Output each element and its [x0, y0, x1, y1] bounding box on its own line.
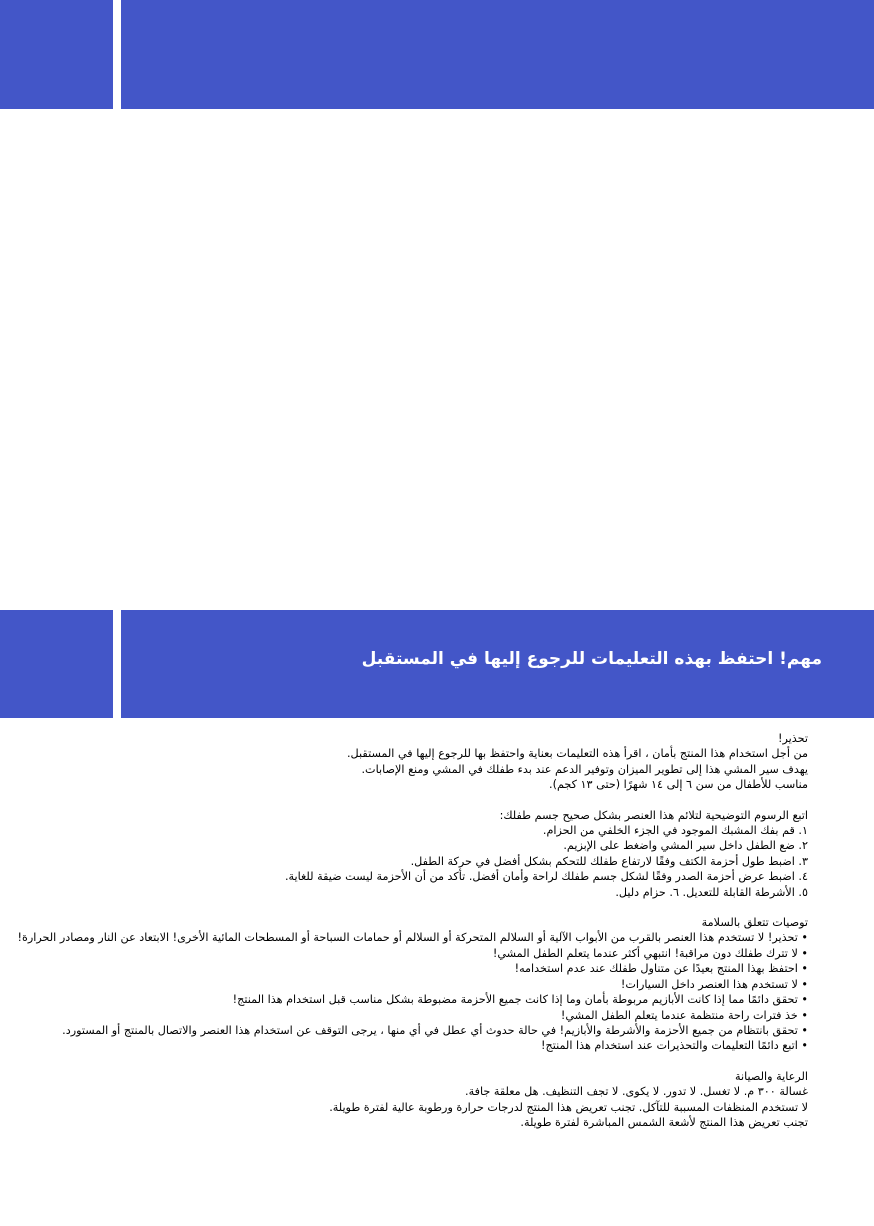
warning-line: مناسب للأطفال من سن ٦ إلى ١٤ شهرًا (حتى ١٣ كجم). — [549, 778, 808, 792]
fitting-heading: اتبع الرسوم التوضيحية لتلائم هذا العنصر بشكل صحيح جسم طفلك: — [499, 808, 808, 822]
fitting-step: ٣. اضبط طول أحزمة الكتف وفقًا لارتفاع طفلك للتحكم بشكل أفضل في حركة الطفل. — [410, 854, 808, 868]
fitting-step: ٤. اضبط عرض أحزمة الصدر وفقًا لشكل جسم طفلك لراحة وأمان أفضل. تأكد من أن الأحزمة ليست ضيقة للغاية. — [284, 870, 808, 884]
safety-item: • اتبع دائمًا التعليمات والتحذيرات عند استخدام هذا المنتج! — [540, 1039, 808, 1053]
top-left-color-block — [0, 0, 113, 109]
warning-line: من أجل استخدام هذا المنتج بأمان ، اقرأ هذه التعليمات بعناية واحتفظ بها للرجوع إليها في المستقبل. — [347, 747, 808, 761]
safety-item: • تحقق بانتظام من جميع الأحزمة والأشرطة والأبازيم! في حالة حدوث أي عطل في أي منها ، يرجى التوقف عن استخدام هذا العنصر والاتصال بالمنتج أو المستورد. — [62, 1023, 808, 1037]
care-block — [8, 1069, 808, 1131]
fitting-step: ٥. الأشرطة القابلة للتعديل. ٦. حزام دليل. — [615, 885, 808, 899]
fitting-step: ٢. ضع الطفل داخل سير المشي واضغط على الإبزيم. — [563, 839, 808, 853]
safety-item: • تحقق دائمًا مما إذا كانت الأبازيم مربوطة بأمان وما إذا كانت جميع الأحزمة مضبوطة بشكل مناسب قبل استخدام هذا المنتج! — [232, 993, 808, 1007]
safety-heading: توصيات تتعلق بالسلامة — [701, 916, 808, 930]
section-left-color-block — [0, 610, 113, 718]
care-line: لا تستخدم المنظفات المسببة للتآكل. تجنب تعريض هذا المنتج لدرجات حرارة ورطوبة عالية لفترة طويلة. — [329, 1100, 808, 1114]
care-line: غسالة ٣٠٠ م. لا تغسل. لا تدور. لا يكوى. لا تجف التنظيف. هل معلقة جافة. — [465, 1085, 808, 1099]
safety-block — [8, 915, 808, 1054]
care-heading: الرعاية والصيانة — [735, 1069, 808, 1083]
safety-item: • تحذير! لا تستخدم هذا العنصر بالقرب من الأبواب الآلية أو السلالم المتحركة أو السلالم أو حمامات السباحة أو المسطحات المائية الأخرى! الابتعاد عن النار ومصادر الحرارة! — [17, 931, 808, 945]
section-title: مهم! احتفظ بهذه التعليمات للرجوع إليها في المستقبل — [361, 649, 822, 669]
care-line: تجنب تعريض هذا المنتج لأشعة الشمس المباشرة لفترة طويلة. — [520, 1115, 808, 1129]
fitting-step: ١. قم بفك المشبك الموجود في الجزء الخلفي من الحزام. — [542, 824, 808, 838]
fitting-block — [8, 808, 808, 900]
warning-block — [8, 731, 808, 793]
top-header-band — [121, 0, 874, 109]
safety-item: • لا تستخدم هذا العنصر داخل السيارات! — [620, 977, 808, 991]
instructions-content — [8, 731, 808, 1130]
safety-item: • خذ فترات راحة منتظمة عندما يتعلم الطفل المشي! — [560, 1008, 808, 1022]
warning-line: يهدف سير المشي هذا إلى تطوير الميزان وتوفير الدعم عند بدء طفلك في المشي ومنع الإصابات. — [361, 762, 808, 776]
safety-item: • احتفظ بهذا المنتج بعيدًا عن متناول طفلك عند عدم استخدامه! — [514, 962, 808, 976]
warning-heading: تحذير! — [778, 732, 808, 745]
safety-item: • لا تترك طفلك دون مراقبة! انتبهي أكثر عندما يتعلم الطفل المشي! — [492, 946, 808, 960]
